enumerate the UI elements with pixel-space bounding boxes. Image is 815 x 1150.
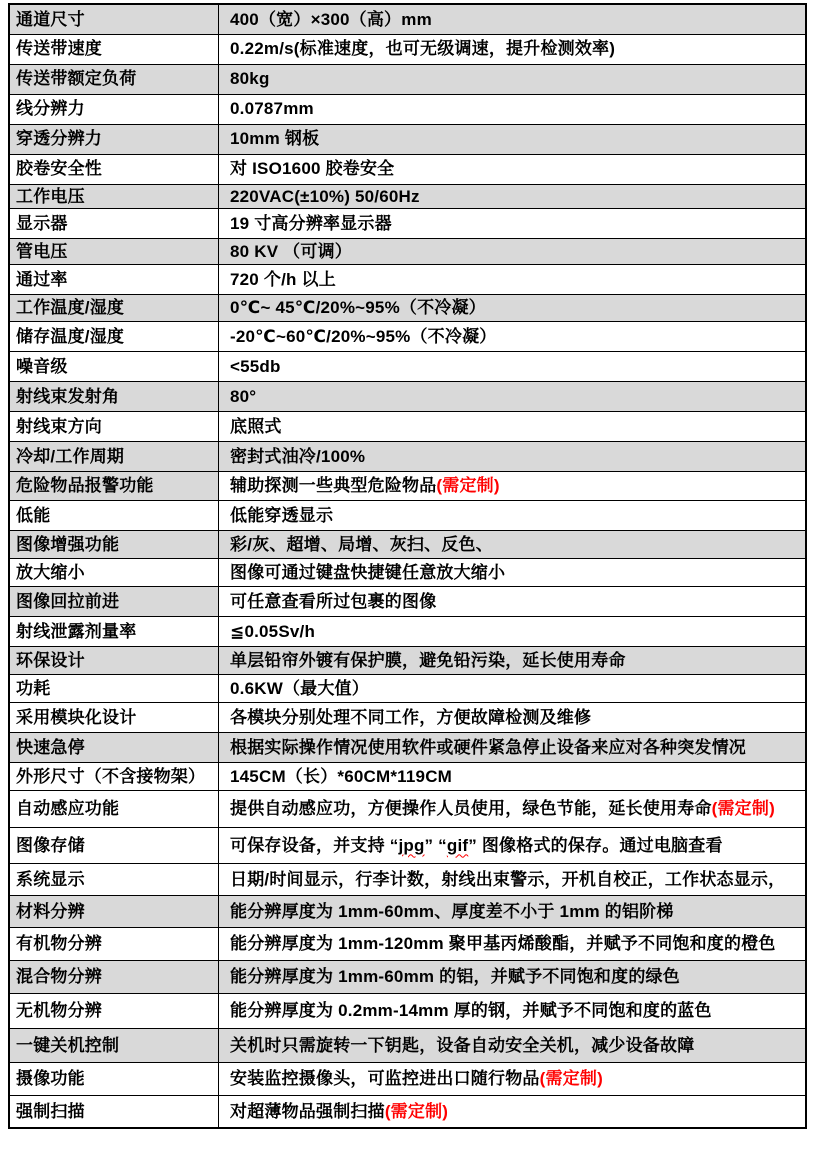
table-row: [9, 208, 806, 238]
spec-value-text: -20℃~60℃/20%~95%（不冷凝）: [230, 326, 497, 346]
spec-value: [219, 351, 807, 381]
spec-value-text: 能分辨厚度为 1mm-60mm 的铝，并赋予不同饱和度的绿色: [230, 967, 680, 987]
spec-value: [219, 558, 807, 586]
custom-required-note: (需定制): [711, 799, 775, 819]
spec-value-text: 关机时只需旋转一下钥匙，设备自动安全关机，减少设备故障: [230, 1035, 695, 1055]
spec-value: [219, 1062, 807, 1095]
spec-value-text: 图像可通过键盘快捷键任意放大缩小: [230, 562, 506, 582]
spec-value-text: 80 KV （可调）: [230, 241, 352, 261]
spec-label: 有机物分辨: [9, 927, 219, 960]
misspelled-word: jpg: [398, 835, 425, 855]
spec-value-text: 145CM（长）*60CM*119CM: [230, 766, 453, 786]
table-row: [9, 381, 806, 411]
spec-value-text: 日期/时间显示，行李计数，射线出束警示，开机自校正，工作状态显示，: [230, 869, 786, 889]
spec-value-text: ” “: [424, 835, 447, 855]
spec-value: [219, 1095, 807, 1128]
spec-value: [219, 895, 807, 927]
table-row: [9, 500, 806, 530]
table-row: [9, 411, 806, 441]
table-row: [9, 790, 806, 827]
spec-value: [219, 1028, 807, 1062]
spec-label: 自动感应功能: [9, 790, 219, 827]
spec-value-text: 可保存设备，并支持 “: [230, 835, 399, 855]
table-row: [9, 441, 806, 471]
table-row: [9, 321, 806, 351]
table-row: [9, 863, 806, 895]
spec-value: [219, 790, 807, 827]
spec-label: 通道尺寸: [9, 4, 219, 34]
spec-value: [219, 993, 807, 1028]
table-row: [9, 827, 806, 863]
spec-value: [219, 762, 807, 790]
spec-value-text: 对超薄物品强制扫描: [230, 1101, 385, 1121]
table-row: [9, 960, 806, 993]
spec-value-text: 根据实际操作情况使用软件或硬件紧急停止设备来应对各种突发情况: [230, 737, 746, 757]
spec-value-text: 提供自动感应功，方便操作人员使用，绿色节能，延长使用寿命: [230, 799, 712, 819]
spec-value-text: 0.6KW（最大值）: [230, 678, 369, 698]
spec-label: 噪音级: [9, 351, 219, 381]
spec-value: [219, 471, 807, 500]
spec-value-text: 低能穿透显示: [230, 505, 334, 525]
spec-value: [219, 441, 807, 471]
spec-value-text: 单层铅帘外镀有保护膜，避免铅污染，延长使用寿命: [230, 650, 626, 670]
spec-label: 系统显示: [9, 863, 219, 895]
table-row: [9, 184, 806, 208]
spec-value: [219, 294, 807, 321]
spec-label: 摄像功能: [9, 1062, 219, 1095]
table-row: [9, 1028, 806, 1062]
table-row: [9, 64, 806, 94]
spec-value: [219, 616, 807, 646]
table-row: [9, 762, 806, 790]
spec-table-body: [9, 4, 806, 1128]
table-row: [9, 646, 806, 674]
spec-label: 危险物品报警功能: [9, 471, 219, 500]
spec-value-text: 密封式油冷/100%: [230, 446, 366, 466]
spec-label: 一键关机控制: [9, 1028, 219, 1062]
spec-value-text: 能分辨厚度为 0.2mm-14mm 厚的钢，并赋予不同饱和度的蓝色: [230, 1001, 712, 1021]
table-row: [9, 616, 806, 646]
spec-value-text: 10mm 钢板: [230, 129, 320, 149]
spec-value: [219, 238, 807, 264]
spec-value: [219, 124, 807, 154]
spec-label: 图像增强功能: [9, 530, 219, 558]
table-row: [9, 1062, 806, 1095]
spec-value-text: 19 寸高分辨率显示器: [230, 213, 392, 233]
table-row: [9, 94, 806, 124]
table-row: [9, 927, 806, 960]
table-row: [9, 264, 806, 294]
spec-value-text: 80°: [230, 386, 257, 406]
table-row: [9, 674, 806, 702]
spec-label: 快速急停: [9, 732, 219, 762]
spec-label: 传送带速度: [9, 34, 219, 64]
table-row: [9, 895, 806, 927]
table-row: [9, 154, 806, 184]
custom-required-note: (需定制): [539, 1069, 603, 1089]
spec-label: 冷却/工作周期: [9, 441, 219, 471]
table-row: [9, 294, 806, 321]
table-row: [9, 351, 806, 381]
spec-value-text: 安装监控摄像头，可监控进出口随行物品: [230, 1069, 540, 1089]
spec-value: [219, 674, 807, 702]
spec-label: 混合物分辨: [9, 960, 219, 993]
spec-value: [219, 702, 807, 732]
spec-label: 射线束发射角: [9, 381, 219, 411]
table-row: [9, 1095, 806, 1128]
spec-value: [219, 4, 807, 34]
spec-label: 图像存储: [9, 827, 219, 863]
spec-value: [219, 827, 807, 863]
table-row: [9, 702, 806, 732]
spec-value: [219, 646, 807, 674]
custom-required-note: (需定制): [384, 1101, 449, 1121]
spec-value: [219, 321, 807, 351]
spec-value-text: 0℃~ 45℃/20%~95%（不冷凝）: [230, 298, 486, 318]
spec-value-text: ≦0.05Sv/h: [230, 621, 316, 641]
spec-label: 材料分辨: [9, 895, 219, 927]
spec-label: 工作电压: [9, 184, 219, 208]
spec-value-text: 对 ISO1600 胶卷安全: [230, 159, 395, 179]
spec-value: [219, 208, 807, 238]
table-row: [9, 586, 806, 616]
spec-value-text: 辅助探测一些典型危险物品: [230, 476, 437, 496]
spec-label: 线分辨力: [9, 94, 219, 124]
spec-value-text: 80kg: [230, 69, 270, 89]
misspelled-word: gif: [446, 835, 469, 855]
spec-table: [8, 3, 807, 1129]
spec-value-text: 各模块分别处理不同工作，方便故障检测及维修: [230, 707, 592, 727]
spec-value: [219, 184, 807, 208]
spec-label: 射线束方向: [9, 411, 219, 441]
spec-value-text: 0.22m/s(标准速度，也可无级调速，提升检测效率): [230, 39, 616, 59]
spec-label: 通过率: [9, 264, 219, 294]
spec-label: 采用模块化设计: [9, 702, 219, 732]
spec-value: [219, 732, 807, 762]
table-row: [9, 238, 806, 264]
spec-value-text: 720 个/h 以上: [230, 269, 336, 289]
table-row: [9, 732, 806, 762]
spec-label: 环保设计: [9, 646, 219, 674]
table-row: [9, 34, 806, 64]
spec-value: [219, 34, 807, 64]
spec-value: [219, 381, 807, 411]
spec-value-text: 底照式: [230, 416, 282, 436]
spec-value: [219, 500, 807, 530]
spec-label: 管电压: [9, 238, 219, 264]
spec-label: 工作温度/湿度: [9, 294, 219, 321]
spec-value-text: 可任意查看所过包裹的图像: [230, 591, 437, 611]
table-row: [9, 993, 806, 1028]
spec-label: 图像回拉前进: [9, 586, 219, 616]
spec-value: [219, 863, 807, 895]
spec-value: [219, 64, 807, 94]
table-row: [9, 4, 806, 34]
spec-value: [219, 927, 807, 960]
spec-label: 储存温度/湿度: [9, 321, 219, 351]
spec-value-text: <55db: [230, 356, 281, 376]
spec-label: 胶卷安全性: [9, 154, 219, 184]
spec-label: 穿透分辨力: [9, 124, 219, 154]
spec-label: 显示器: [9, 208, 219, 238]
spec-value-text: 220VAC(±10%) 50/60Hz: [230, 186, 420, 206]
spec-label: 射线泄露剂量率: [9, 616, 219, 646]
spec-value: [219, 411, 807, 441]
spec-value-text: 彩/灰、超增、局增、灰扫、反色、: [230, 534, 493, 554]
spec-label: 传送带额定负荷: [9, 64, 219, 94]
spec-value-text: 400（宽）×300（高）mm: [230, 9, 432, 29]
spec-value-text: 能分辨厚度为 1mm-120mm 聚甲基丙烯酸酯，并赋予不同饱和度的橙色: [230, 934, 776, 954]
spec-value-text: 能分辨厚度为 1mm-60mm、厚度差不小于 1mm 的铝阶梯: [230, 901, 674, 921]
spec-value-text: 0.0787mm: [230, 99, 314, 119]
table-row: [9, 124, 806, 154]
table-row: [9, 471, 806, 500]
spec-label: 低能: [9, 500, 219, 530]
spec-label: 外形尺寸（不含接物架）: [9, 762, 219, 790]
spec-value: [219, 960, 807, 993]
spec-value: [219, 154, 807, 184]
spec-label: 强制扫描: [9, 1095, 219, 1128]
spec-value: [219, 586, 807, 616]
spec-value: [219, 264, 807, 294]
spec-value: [219, 94, 807, 124]
spec-label: 无机物分辨: [9, 993, 219, 1028]
spec-value-text: ” 图像格式的保存。通过电脑查看: [468, 835, 723, 855]
spec-label: 放大缩小: [9, 558, 219, 586]
custom-required-note: (需定制): [436, 476, 500, 496]
spec-label: 功耗: [9, 674, 219, 702]
spec-value: [219, 530, 807, 558]
table-row: [9, 530, 806, 558]
table-row: [9, 558, 806, 586]
